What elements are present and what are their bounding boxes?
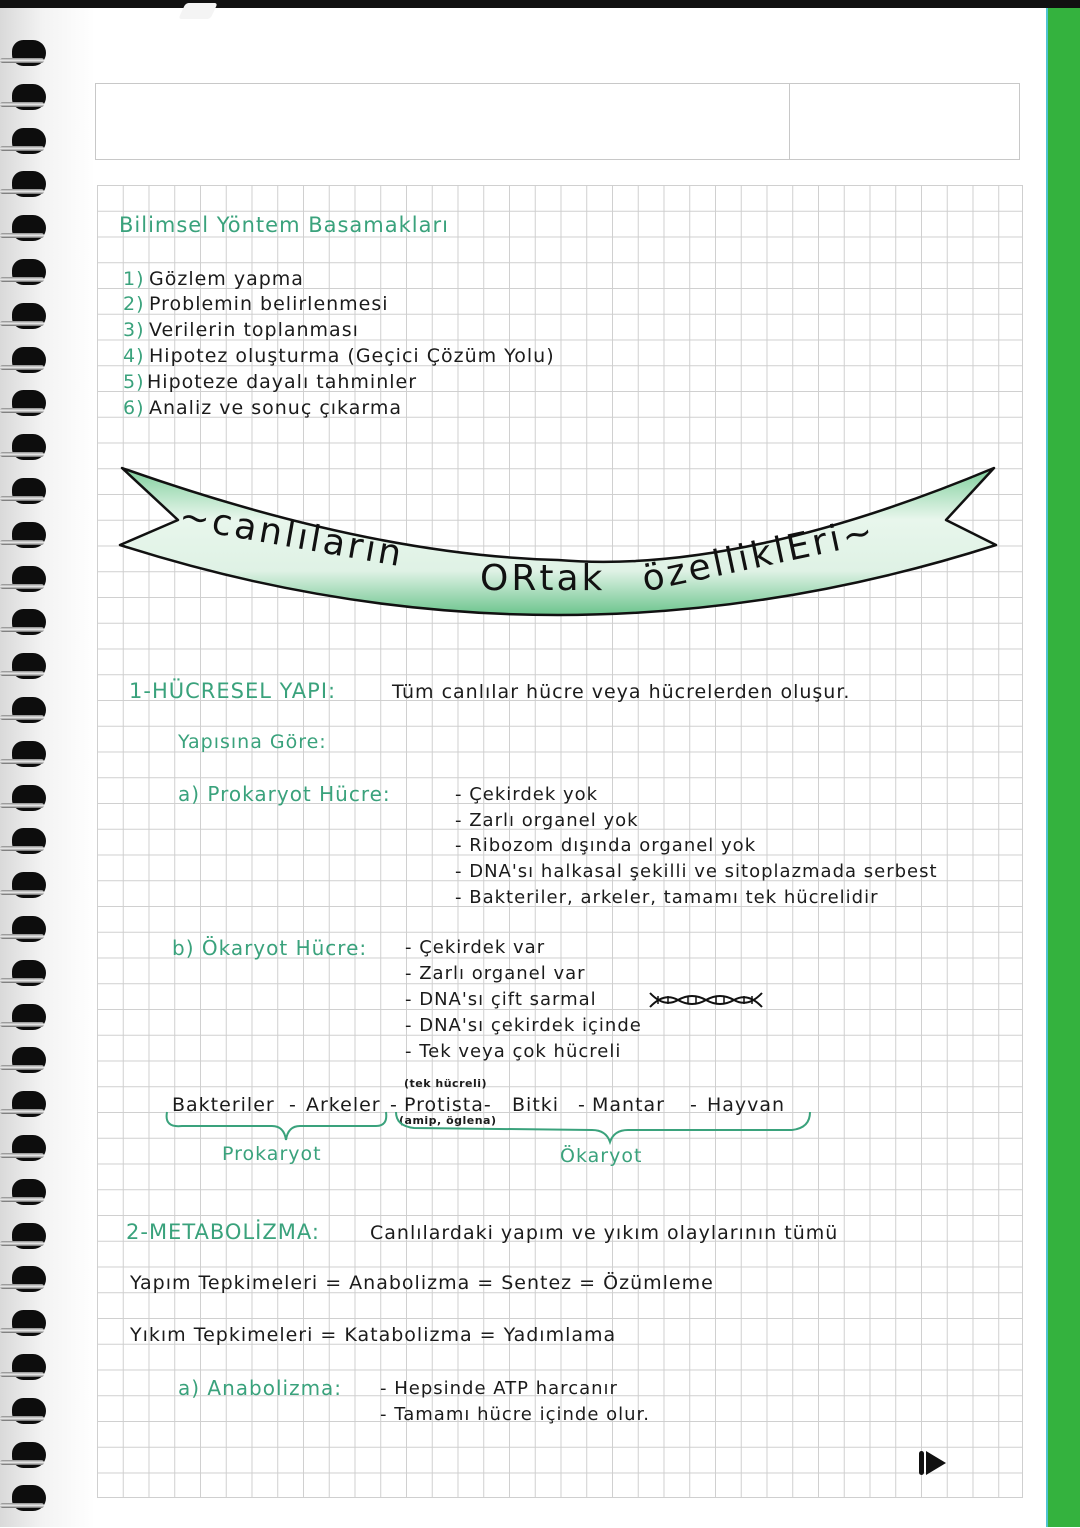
step-text: Analiz ve sonuç çıkarma bbox=[149, 397, 402, 419]
list-item: - Ribozom dışında organel yok bbox=[455, 835, 757, 856]
step-number: 1) bbox=[123, 268, 145, 290]
list-item: - Tamamı hücre içinde olur. bbox=[380, 1404, 651, 1425]
list-item: - DNA'sı çift sarmal bbox=[405, 989, 597, 1010]
spiral-ring bbox=[0, 1177, 46, 1207]
ring-wire bbox=[0, 584, 44, 589]
step-text: Hipoteze dayalı tahminler bbox=[147, 371, 418, 393]
spiral-ring bbox=[0, 301, 46, 331]
step-text: Verilerin toplanması bbox=[149, 319, 359, 341]
step-text: Problemin belirlenmesi bbox=[149, 293, 389, 315]
spiral-ring bbox=[0, 1221, 46, 1251]
spiral-ring bbox=[0, 870, 46, 900]
spiral-ring bbox=[0, 695, 46, 725]
ring-wire bbox=[0, 1460, 44, 1465]
step-text: Gözlem yapma bbox=[149, 268, 304, 290]
ring-wire bbox=[0, 1153, 44, 1158]
eukaryote-label: b) Ökaryot Hücre: bbox=[172, 936, 368, 960]
list-item: - Çekirdek yok bbox=[455, 784, 599, 805]
spiral-ring bbox=[0, 1352, 46, 1382]
step-number: 2) bbox=[123, 293, 145, 315]
spiral-ring bbox=[0, 169, 46, 199]
header-divider bbox=[789, 84, 790, 159]
ring-wire bbox=[0, 189, 44, 194]
spiral-ring bbox=[0, 651, 46, 681]
scan-top-edge bbox=[0, 0, 1080, 8]
ring-wire bbox=[0, 452, 44, 457]
ring-wire bbox=[0, 1241, 44, 1246]
spiral-ring bbox=[0, 1045, 46, 1075]
ring-wire bbox=[0, 759, 44, 764]
dna-helix-icon bbox=[648, 990, 764, 1010]
spiral-ring bbox=[0, 1308, 46, 1338]
kingdom-protista: Protista- bbox=[404, 1094, 492, 1116]
list-item: - Bakteriler, arkeler, tamamı tek hücrelidir bbox=[455, 887, 879, 908]
ring-wire bbox=[0, 408, 44, 413]
ring-wire bbox=[0, 102, 44, 107]
spiral-ring bbox=[0, 1440, 46, 1470]
banner-text-part-2: ORtak bbox=[480, 558, 606, 599]
spiral-ring bbox=[0, 564, 46, 594]
spiral-ring bbox=[0, 213, 46, 243]
metabolism-heading: 2-METABOLİZMA: bbox=[126, 1220, 320, 1244]
separator: - bbox=[578, 1094, 586, 1116]
cell-structure-definition: Tüm canlılar hücre veya hücrelerden oluşur. bbox=[392, 681, 851, 703]
next-page-arrow-icon bbox=[918, 1448, 948, 1478]
anabolism-label: a) Anabolizma: bbox=[178, 1376, 343, 1400]
ring-wire bbox=[0, 1503, 44, 1508]
metabolism-definition: Canlılardaki yapım ve yıkım olaylarının tümü bbox=[370, 1222, 839, 1244]
ring-wire bbox=[0, 146, 44, 151]
by-structure-subheading: Yapısına Göre: bbox=[178, 731, 327, 753]
spiral-ring bbox=[0, 826, 46, 856]
spiral-ring bbox=[0, 82, 46, 112]
separator: - bbox=[690, 1094, 698, 1116]
list-item: - DNA'sı çekirdek içinde bbox=[405, 1015, 642, 1036]
cell-structure-heading: 1-HÜCRESEL YAPI: bbox=[129, 679, 337, 703]
ring-wire bbox=[0, 846, 44, 851]
step-number: 3) bbox=[123, 319, 145, 341]
ring-wire bbox=[0, 1065, 44, 1070]
ring-wire bbox=[0, 1284, 44, 1289]
spiral-ring bbox=[0, 476, 46, 506]
spiral-ring bbox=[0, 739, 46, 769]
grouping-braces bbox=[162, 1110, 814, 1146]
spiral-ring bbox=[0, 1264, 46, 1294]
spiral-ring bbox=[0, 520, 46, 550]
banner-text-part-3: özelliklEri~ bbox=[638, 510, 880, 601]
ring-wire bbox=[0, 233, 44, 238]
kingdom-animal: Hayvan bbox=[707, 1094, 786, 1116]
spiral-ring bbox=[0, 607, 46, 637]
ring-wire bbox=[0, 365, 44, 370]
ring-wire bbox=[0, 1022, 44, 1027]
ring-wire bbox=[0, 1197, 44, 1202]
ring-wire bbox=[0, 540, 44, 545]
prokaryote-label: a) Prokaryot Hücre: bbox=[178, 782, 391, 806]
spiral-ring bbox=[0, 388, 46, 418]
ring-wire bbox=[0, 715, 44, 720]
ring-wire bbox=[0, 627, 44, 632]
notebook-cover-edge bbox=[1046, 8, 1080, 1527]
kingdom-archaea: Arkeler bbox=[306, 1094, 381, 1116]
list-item: - Hepsinde ATP harcanır bbox=[380, 1378, 618, 1399]
page-header-box bbox=[95, 83, 1020, 160]
ring-wire bbox=[0, 1328, 44, 1333]
separator: - bbox=[390, 1094, 398, 1116]
ring-wire bbox=[0, 1416, 44, 1421]
spiral-ring bbox=[0, 432, 46, 462]
ring-wire bbox=[0, 1109, 44, 1114]
step-number: 5) bbox=[123, 371, 145, 393]
ring-wire bbox=[0, 58, 44, 63]
spiral-ring bbox=[0, 1002, 46, 1032]
group-label-eukaryote: Ökaryot bbox=[560, 1145, 643, 1167]
spiral-ring bbox=[0, 257, 46, 287]
list-item: - Çekirdek var bbox=[405, 937, 546, 958]
spiral-ring bbox=[0, 783, 46, 813]
spiral-ring bbox=[0, 1483, 46, 1513]
spiral-ring bbox=[0, 958, 46, 988]
ring-wire bbox=[0, 934, 44, 939]
protista-note-below: (amip, öglena) bbox=[399, 1114, 497, 1127]
spiral-ring bbox=[0, 345, 46, 375]
paper-corner bbox=[178, 3, 217, 19]
spiral-ring bbox=[0, 38, 46, 68]
spiral-binding bbox=[0, 38, 50, 1528]
separator: - bbox=[289, 1094, 297, 1116]
spiral-ring bbox=[0, 1089, 46, 1119]
kingdom-fungi: Mantar bbox=[592, 1094, 665, 1116]
protista-note-above: (tek hücreli) bbox=[404, 1077, 488, 1090]
list-item: - Tek veya çok hücreli bbox=[405, 1041, 622, 1062]
spiral-ring bbox=[0, 1396, 46, 1426]
step-text: Hipotez oluşturma (Geçici Çözüm Yolu) bbox=[149, 345, 555, 367]
ring-wire bbox=[0, 321, 44, 326]
ring-wire bbox=[0, 496, 44, 501]
scientific-method-title: Bilimsel Yöntem Basamakları bbox=[119, 213, 449, 237]
ring-wire bbox=[0, 803, 44, 808]
ring-wire bbox=[0, 671, 44, 676]
list-item: - DNA'sı halkasal şekilli ve sitoplazmada serbest bbox=[455, 861, 938, 882]
ring-wire bbox=[0, 978, 44, 983]
title-banner bbox=[118, 465, 1000, 630]
ring-wire bbox=[0, 277, 44, 282]
list-item: - Zarlı organel yok bbox=[455, 810, 639, 831]
list-item: - Zarlı organel var bbox=[405, 963, 586, 984]
anabolic-reactions-line: Yapım Tepkimeleri = Anabolizma = Sentez = Özümleme bbox=[130, 1272, 714, 1294]
banner-text-part-1: ~canlıların bbox=[176, 495, 408, 576]
ring-wire bbox=[0, 890, 44, 895]
ring-wire bbox=[0, 1372, 44, 1377]
kingdom-bacteria: Bakteriler bbox=[172, 1094, 275, 1116]
step-number: 6) bbox=[123, 397, 145, 419]
spiral-ring bbox=[0, 914, 46, 944]
kingdom-plant: Bitki bbox=[512, 1094, 560, 1116]
step-number: 4) bbox=[123, 345, 145, 367]
group-label-prokaryote: Prokaryot bbox=[222, 1143, 322, 1165]
catabolic-reactions-line: Yıkım Tepkimeleri = Katabolizma = Yadımlama bbox=[130, 1324, 617, 1346]
spiral-ring bbox=[0, 126, 46, 156]
spiral-ring bbox=[0, 1133, 46, 1163]
